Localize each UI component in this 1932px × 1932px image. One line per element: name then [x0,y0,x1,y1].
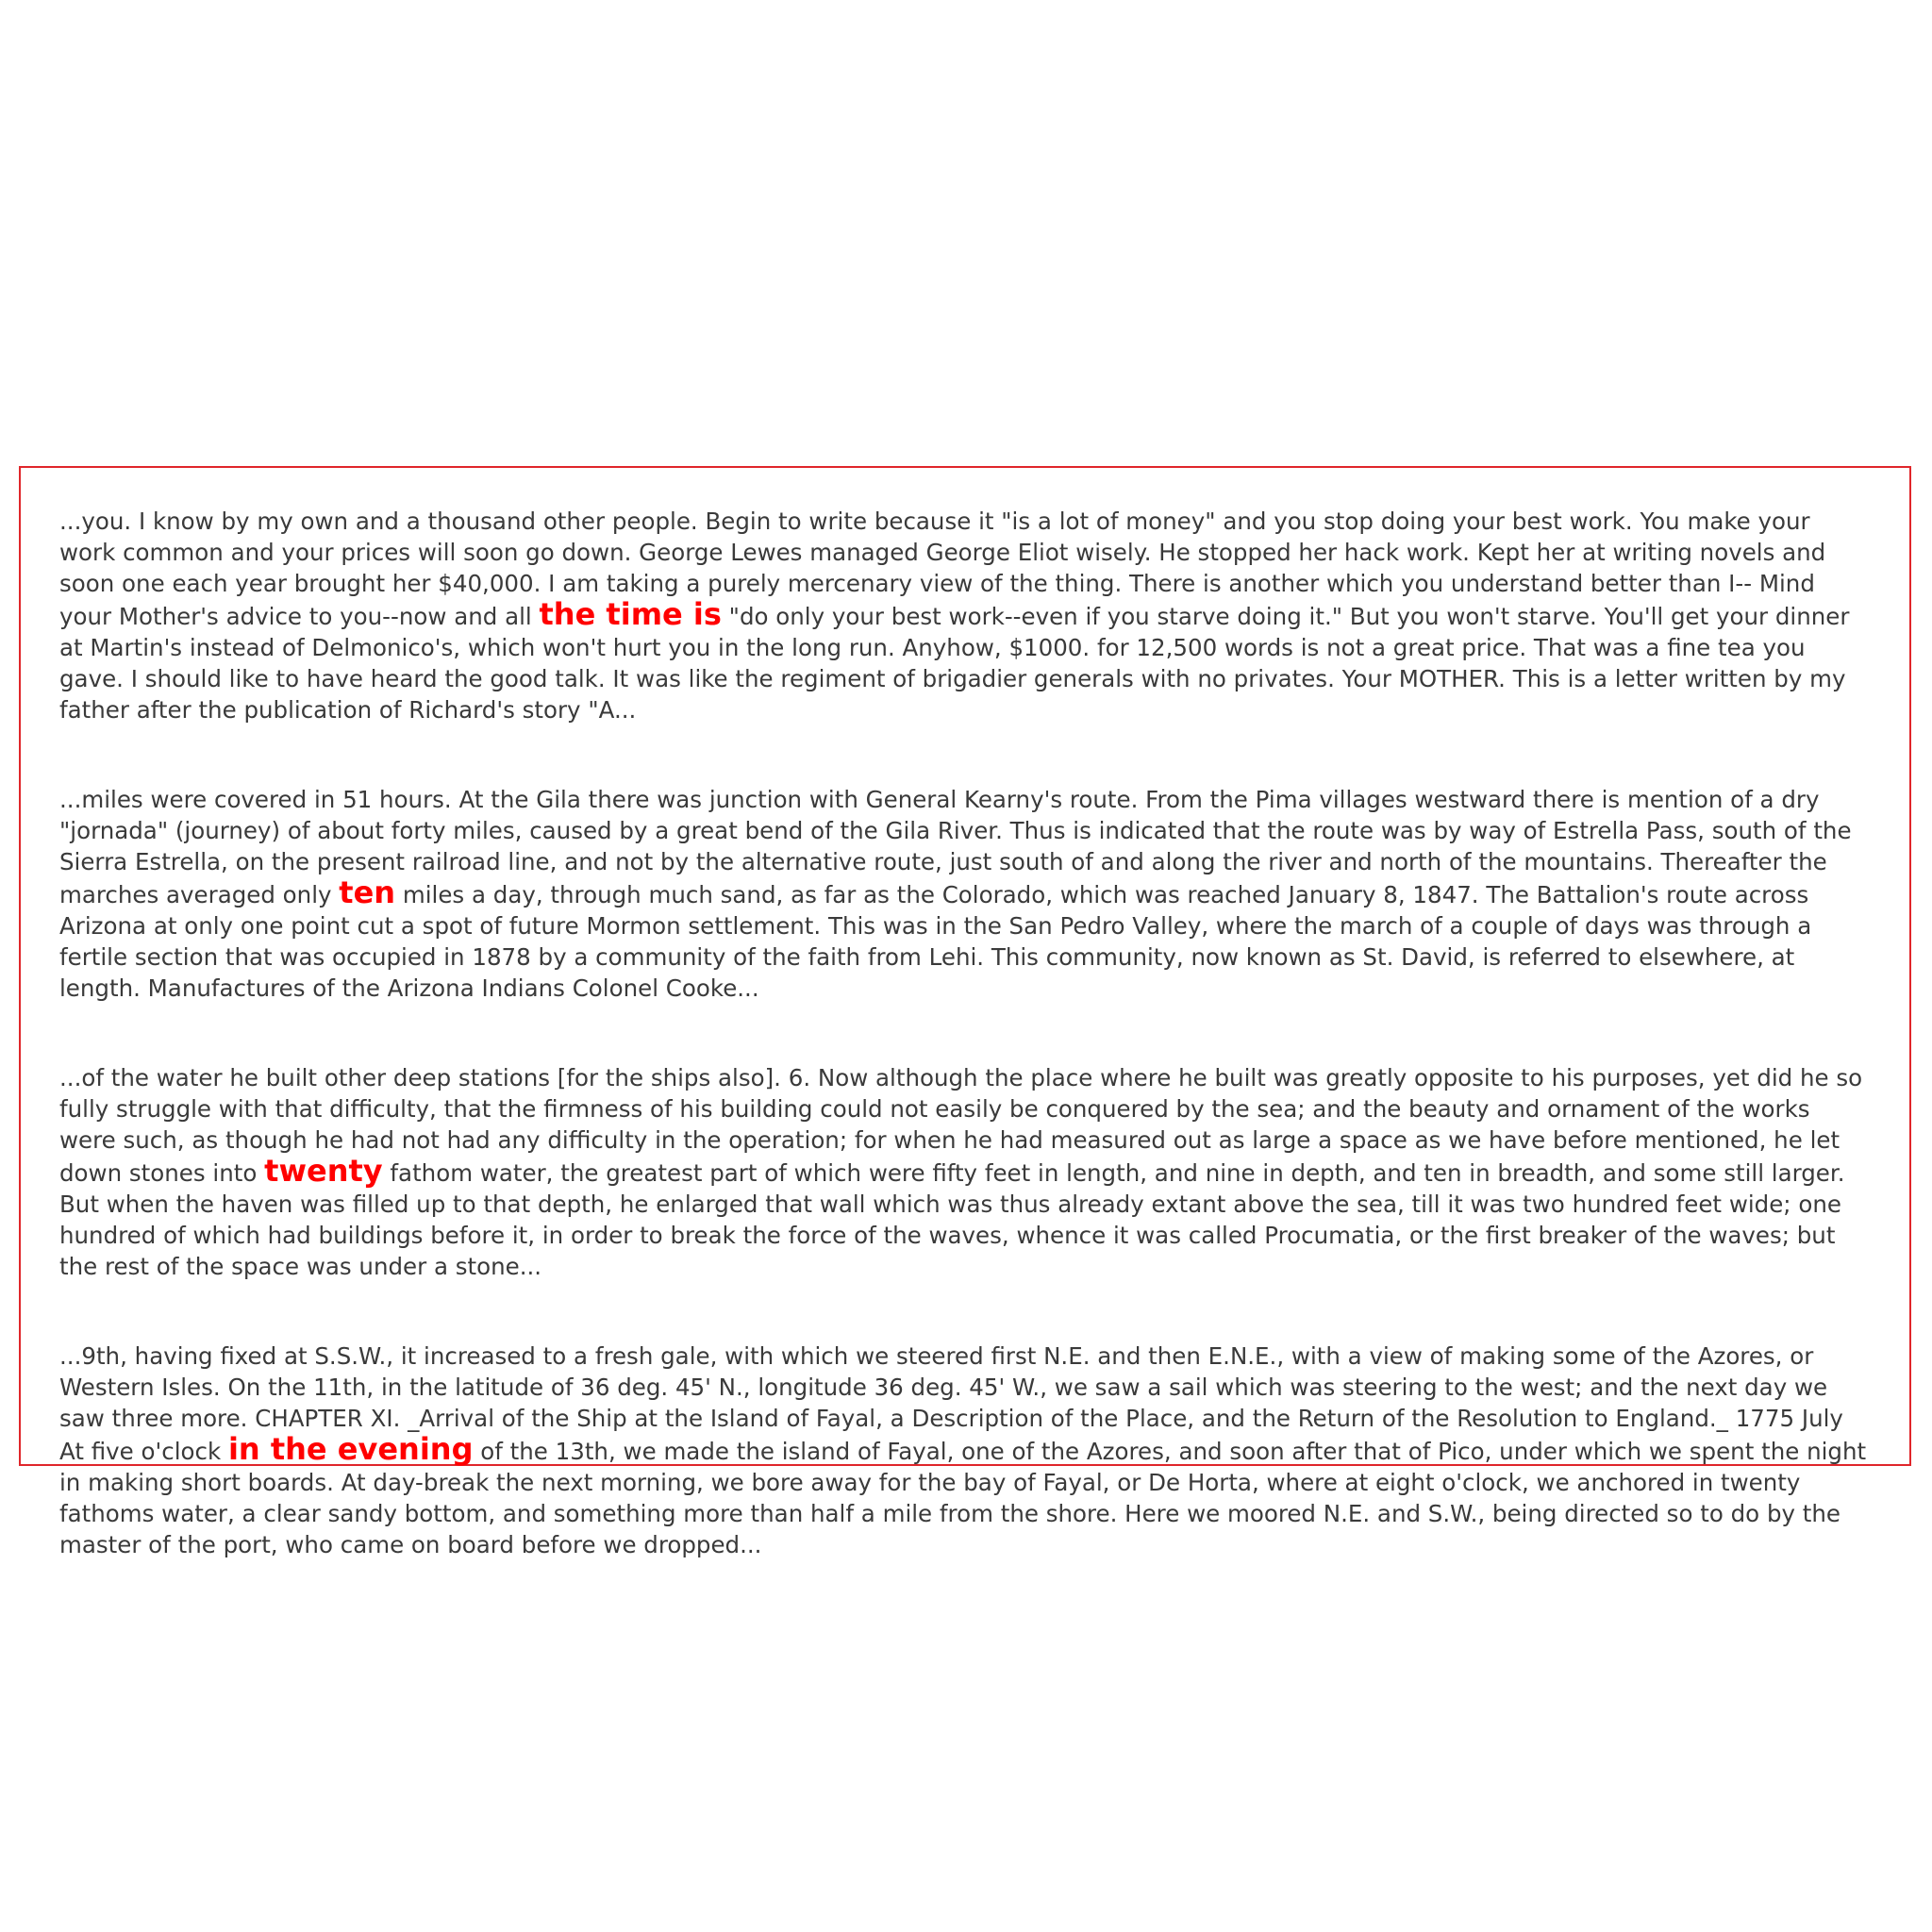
passage-text-before: ...of the water he built other deep stations [for the ships also]. 6. Now although the place where he built was greatly opposite to his purposes, yet did he so fully struggle with that difficulty, that the firmness of his building could not easily be conquered by the sea; and the beauty and ornament of the works were such, as though he had not had any difficulty in the operation; for when he had measured out as large a space as we have before mentioned, he let down stones into [59,1064,1863,1187]
passage-text-before: ...you. I know by my own and a thousand other people. Begin to write because it "is a lot of money" and you stop doing your best work. You make your work common and your prices will soon go down. George Lewes managed George Eliot wisely. He stopped her hack work. Kept her at writing novels and soon one each year brought her $40,000. I am taking a purely mercenary view of the thing. There is another which you understand better than I-- Mind your Mother's advice to you--now and all [59,508,1826,630]
passage-3 [59,1062,1872,1282]
highlighted-phrase: ten [339,874,396,910]
highlighted-phrase: in the evening [227,1431,474,1467]
passage-1 [59,506,1872,725]
passage-2 [59,784,1872,1004]
passage-text-after: fathom water, the greatest part of which were fifty feet in length, and nine in depth, and ten in breadth, and some still larger. But when the haven was filled up to that depth, he enlarged that wall which was thus already extant above the sea, till it was two hundred feet wide; one hundred of which had buildings before it, in order to break the force of the waves, whence it was called Procumatia, or the first breaker of the waves; but the rest of the space was under a stone... [59,1159,1845,1280]
passage-text-before: ...9th, having fixed at S.S.W., it increased to a fresh gale, with which we steered first N.E. and then E.N.E., with a view of making some of the Azores, or Western Isles. On the 11th, in the latitude of 36 deg. 45' N., longitude 36 deg. 45' W., we saw a sail which was steering to the west; and the next day we saw three more. CHAPTER XI. _Arrival of the Ship at the Island of Fayal, a Description of the Place, and the Return of the Resolution to England._ 1775 July At five o'clock [59,1342,1843,1465]
highlighted-phrase: twenty [264,1153,383,1189]
passages-panel [19,466,1911,1558]
passage-4 [59,1341,1872,1560]
highlighted-phrase: the time is [539,596,722,632]
passage-text-after: of the 13th, we made the island of Fayal, one of the Azores, and soon after that of Pico, under which we spent the night in making short boards. At day-break the next morning, we bore away for the bay of Fayal, or De Horta, where at eight o'clock, we anchored in twenty fathoms water, a clear sandy bottom, and something more than half a mile from the shore. Here we moored N.E. and S.W., being directed so to do by the master of the port, who came on board before we dropped... [59,1438,1867,1558]
passage-text-before: ...miles were covered in 51 hours. At the Gila there was junction with General Kearny's route. From the Pima villages westward there is mention of a dry "jornada" (journey) of about forty miles, caused by a great bend of the Gila River. Thus is indicated that the route was by way of Estrella Pass, south of the Sierra Estrella, on the present railroad line, and not by the alternative route, just south of and along the river and north of the mountains. Thereafter the marches averaged only [59,786,1852,908]
passage-text-after: miles a day, through much sand, as far as the Colorado, which was reached January 8, 1847. The Battalion's route across Arizona at only one point cut a spot of future Mormon settlement. This was in the San Pedro Valley, where the march of a couple of days was through a fertile section that was occupied in 1878 by a community of the faith from Lehi. This community, now known as St. David, is referred to elsewhere, at length. Manufactures of the Arizona Indians Colonel Cooke... [59,881,1812,1002]
passage-text-after: "do only your best work--even if you starve doing it." But you won't starve. You'll get your dinner at Martin's instead of Delmonico's, which won't hurt you in the long run. Anyhow, $1000. for 12,500 words is not a great price. That was a fine tea you gave. I should like to have heard the good talk. It was like the regiment of brigadier generals with no privates. Your MOTHER. This is a letter written by my father after the publication of Richard's story "A... [59,603,1850,724]
